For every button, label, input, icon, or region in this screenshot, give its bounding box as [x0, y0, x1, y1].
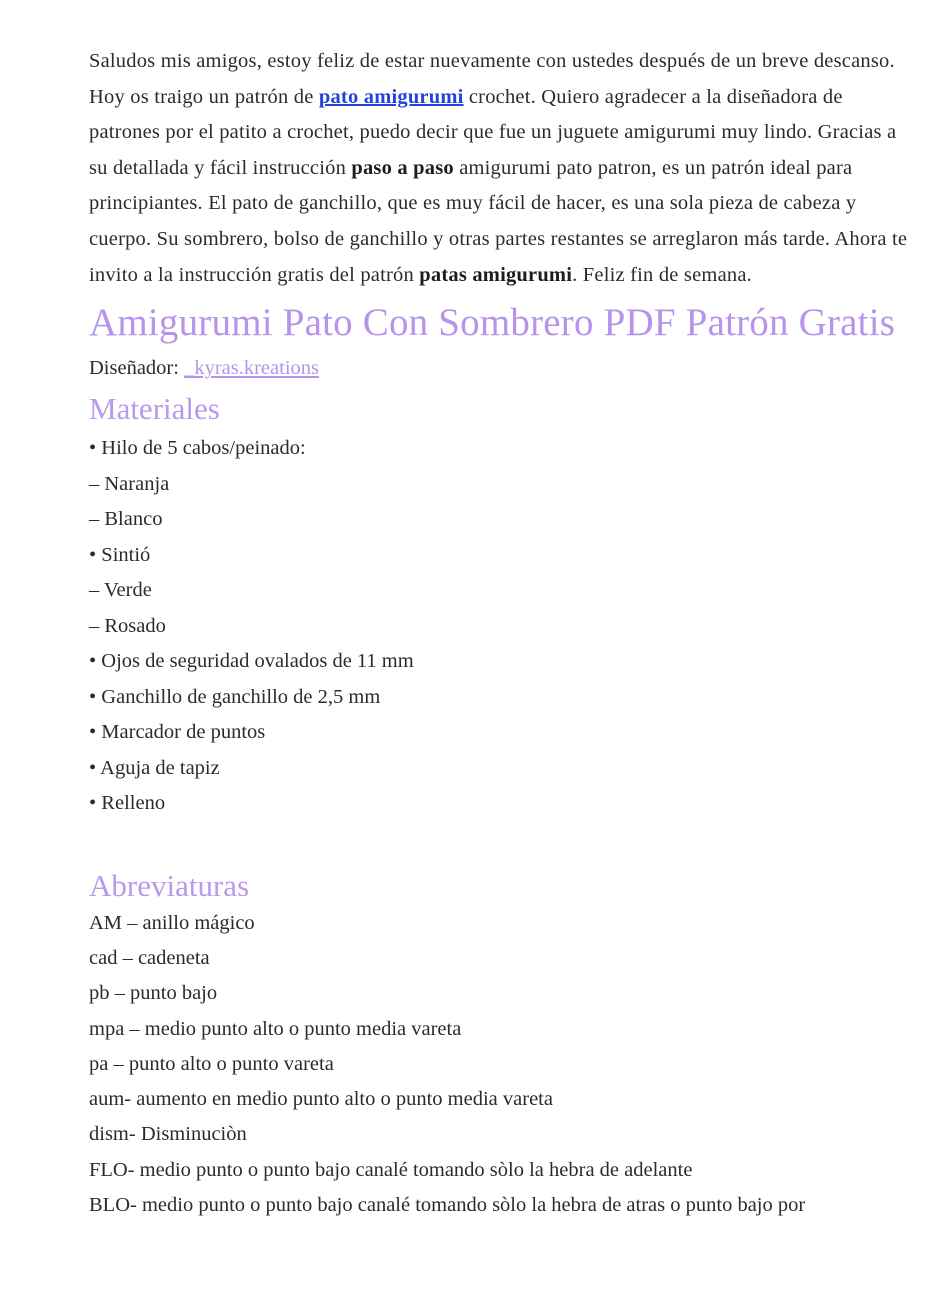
list-item: • Sintió — [89, 543, 151, 566]
list-item: AM – anillo mágico — [89, 911, 255, 934]
list-item: • Ganchillo de ganchillo de 2,5 mm — [89, 685, 381, 708]
page-title: Amigurumi Pato Con Sombrero PDF Patrón Gratis — [89, 301, 896, 345]
designer-label: Diseñador: — [89, 357, 179, 380]
list-item: – Verde — [89, 579, 152, 602]
list-item: dism- Disminuciòn — [89, 1123, 247, 1146]
list-item: FLO- medio punto o punto bajo canalé tomando sòlo la hebra de adelante — [89, 1158, 693, 1181]
list-item: pa – punto alto o punto vareta — [89, 1052, 334, 1075]
intro-paragraph — [89, 44, 914, 293]
intro-text-part-4: . Feliz fin de semana. — [572, 263, 752, 286]
materials-list — [89, 431, 914, 822]
list-item: • Relleno — [89, 792, 166, 815]
designer-line — [89, 353, 914, 383]
list-item: BLO- medio punto o punto bajo canalé tomando sòlo la hebra de atras o punto bajo por — [89, 1194, 806, 1217]
pato-amigurumi-link[interactable]: pato amigurumi — [318, 85, 464, 108]
list-item: mpa – medio punto alto o punto media vareta — [89, 1017, 462, 1040]
materiales-heading: Materiales — [89, 391, 220, 427]
intro-text-part-3: amigurumi pato patron, es un patrón ideal para principiantes. El pato de ganchillo, que es muy fácil de hacer, es una sola pieza de cabeza y cuerpo. Su sombrero, bolso de ganchillo y otras partes restantes se arreglaron más tarde. Ahora te invito a la instrucción gratis del patrón — [89, 156, 908, 286]
designer-profile-link[interactable]: _kyras.kreations — [184, 357, 319, 380]
list-item: – Rosado — [89, 614, 166, 637]
patas-amigurumi-bold: patas amigurumi — [419, 263, 573, 286]
intro-text-part-2: crochet. Quiero agradecer a la diseñadora de patrones por el patito a crochet, puedo decir que fue un juguete amigurumi muy lindo. Gracias a su detallada y fácil instrucción — [89, 85, 897, 179]
list-item: pb – punto bajo — [89, 982, 218, 1005]
list-item: – Blanco — [89, 508, 163, 531]
document-content — [89, 44, 914, 1223]
abbreviations-list — [89, 906, 914, 1224]
list-item: cad – cadeneta — [89, 946, 210, 969]
list-item: – Naranja — [89, 472, 170, 495]
list-item: aum- aumento en medio punto alto o punto media vareta — [89, 1088, 553, 1111]
list-item: • Marcador de puntos — [89, 721, 266, 744]
list-item: • Aguja de tapiz — [89, 756, 220, 779]
list-item: • Hilo de 5 cabos/peinado: — [89, 437, 306, 460]
list-item: • Ojos de seguridad ovalados de 11 mm — [89, 650, 414, 673]
intro-text-part-1: Saludos mis amigos, estoy feliz de estar nuevamente con ustedes después de un breve descanso. Hoy os traigo un patrón de — [89, 50, 895, 108]
paso-a-paso-bold: paso a paso — [351, 156, 454, 179]
abreviaturas-heading: Abreviaturas — [89, 867, 250, 903]
